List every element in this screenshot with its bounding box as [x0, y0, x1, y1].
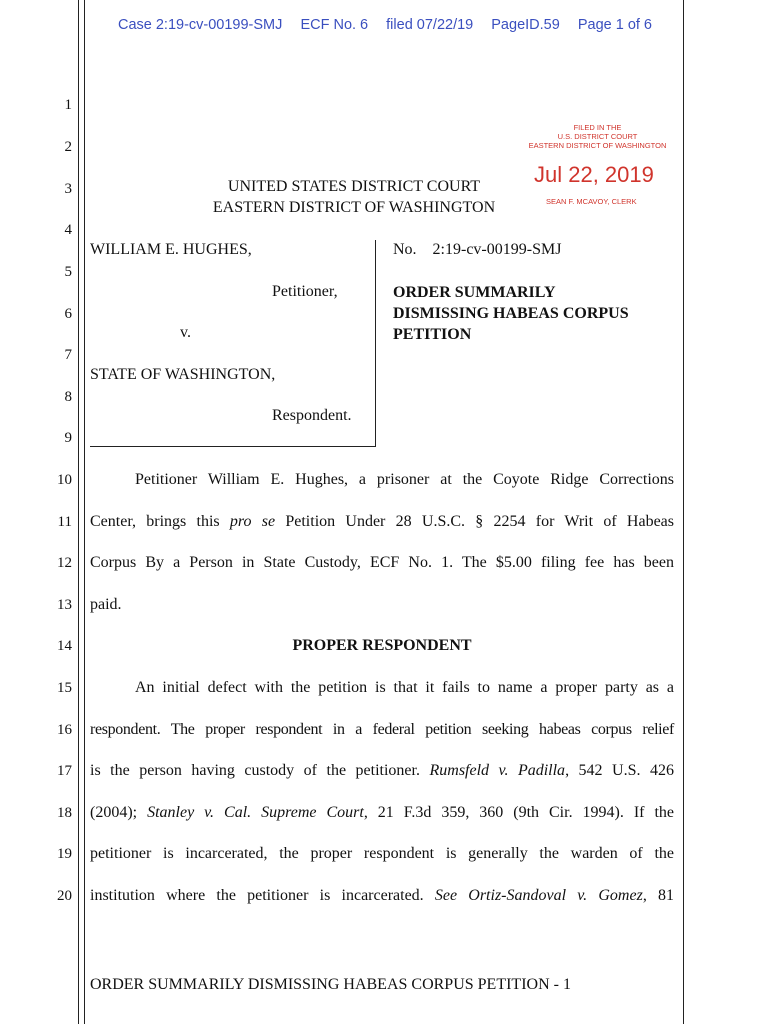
document-title-line-3: PETITION: [393, 326, 472, 343]
respondent-name: STATE OF WASHINGTON,: [90, 366, 276, 383]
left-margin-rule-outer: [78, 0, 79, 1024]
body-line: respondent. The proper respondent in a federal petition seeking habeas corpus relief: [90, 721, 674, 738]
ecf-case-number: Case 2:19-cv-00199-SMJ: [117, 17, 283, 33]
text-run: Center, brings this: [90, 513, 230, 530]
text-run: , 81: [642, 887, 675, 904]
petitioner-name: WILLIAM E. HUGHES,: [90, 241, 252, 258]
line-number: 4: [64, 222, 72, 238]
body-line: [90, 513, 674, 531]
respondent-role: Respondent.: [272, 407, 352, 424]
line-number: 6: [64, 306, 72, 322]
ecf-page-id: PageID.59: [491, 17, 560, 33]
text-run: Petition Under 28 U.S.C. § 2254 for Writ of Habeas: [275, 513, 674, 530]
left-margin-rule-inner: [84, 0, 85, 1024]
line-number: 2: [64, 139, 72, 155]
document-title: [393, 282, 673, 345]
body-line: [90, 762, 674, 780]
line-number: 10: [57, 472, 72, 488]
caption-divider-horizontal: [90, 446, 376, 447]
line-number: 12: [57, 555, 72, 571]
line-number: 13: [57, 597, 72, 613]
line-number: 5: [64, 264, 72, 280]
case-number: No. 2:19-cv-00199-SMJ: [393, 241, 562, 258]
stamp-line-2: U.S. DISTRICT COURT: [557, 132, 638, 141]
stamp-clerk: SEAN F. MCAVOY, CLERK: [546, 197, 637, 206]
text-run: is the person having custody of the petitioner.: [90, 762, 430, 779]
body-line: An initial defect with the petition is that it fails to name a proper party as a: [135, 679, 674, 696]
line-number: 7: [64, 347, 72, 363]
caption-divider-vertical: [375, 240, 376, 446]
body-line: paid.: [90, 596, 122, 613]
line-number: 15: [57, 680, 72, 696]
page-footer: ORDER SUMMARILY DISMISSING HABEAS CORPUS PETITION - 1: [90, 976, 571, 993]
line-number: 20: [57, 888, 72, 904]
line-number: 16: [57, 722, 72, 738]
stamp-line-1: FILED IN THE: [573, 123, 622, 132]
line-number: 17: [57, 763, 72, 779]
body-line: Corpus By a Person in State Custody, ECF No. 1. The $5.00 filing fee has been: [90, 554, 674, 571]
section-heading: PROPER RESPONDENT: [292, 637, 472, 654]
italic-run: See Ortiz-Sandoval v. Gomez: [434, 887, 643, 904]
body-line: Petitioner William E. Hughes, a prisoner at the Coyote Ridge Corrections: [135, 471, 674, 488]
body-line: [90, 887, 674, 905]
text-run: institution where the petitioner is incarcerated.: [90, 887, 435, 904]
italic-run: Stanley v. Cal. Supreme Court: [147, 804, 364, 821]
stamp-date: Jul 22, 2019: [534, 162, 654, 187]
text-run: (2004);: [90, 804, 148, 821]
petitioner-role: Petitioner,: [272, 283, 338, 300]
body-line: [90, 804, 674, 822]
line-number: 8: [64, 389, 72, 405]
ecf-filed-date: filed 07/22/19: [386, 17, 474, 33]
stamp-line-3: EASTERN DISTRICT OF WASHINGTON: [528, 141, 667, 150]
court-district: EASTERN DISTRICT OF WASHINGTON: [212, 199, 496, 216]
line-number: 14: [57, 638, 72, 654]
italic-run: Rumsfeld v. Padilla: [429, 762, 566, 779]
right-margin-rule: [683, 0, 684, 1024]
ecf-number: ECF No. 6: [300, 17, 369, 33]
line-number: 1: [64, 97, 72, 113]
versus: v.: [180, 324, 191, 341]
ecf-page-count: Page 1 of 6: [577, 17, 652, 33]
document-title-line-2: DISMISSING HABEAS CORPUS: [393, 305, 629, 322]
body-line: petitioner is incarcerated, the proper respondent is generally the warden of the: [90, 845, 674, 862]
line-number: 9: [64, 430, 72, 446]
text-run: , 542 U.S. 426: [565, 762, 675, 779]
italic-run: pro se: [229, 513, 276, 530]
court-name: UNITED STATES DISTRICT COURT: [227, 178, 481, 195]
line-number: 3: [64, 181, 72, 197]
line-number: 11: [57, 514, 72, 530]
text-run: , 21 F.3d 359, 360 (9th Cir. 1994). If the: [363, 804, 675, 821]
line-number: 18: [57, 805, 72, 821]
document-title-line-1: ORDER SUMMARILY: [393, 284, 556, 301]
line-number: 19: [57, 846, 72, 862]
ecf-header: [0, 17, 770, 33]
